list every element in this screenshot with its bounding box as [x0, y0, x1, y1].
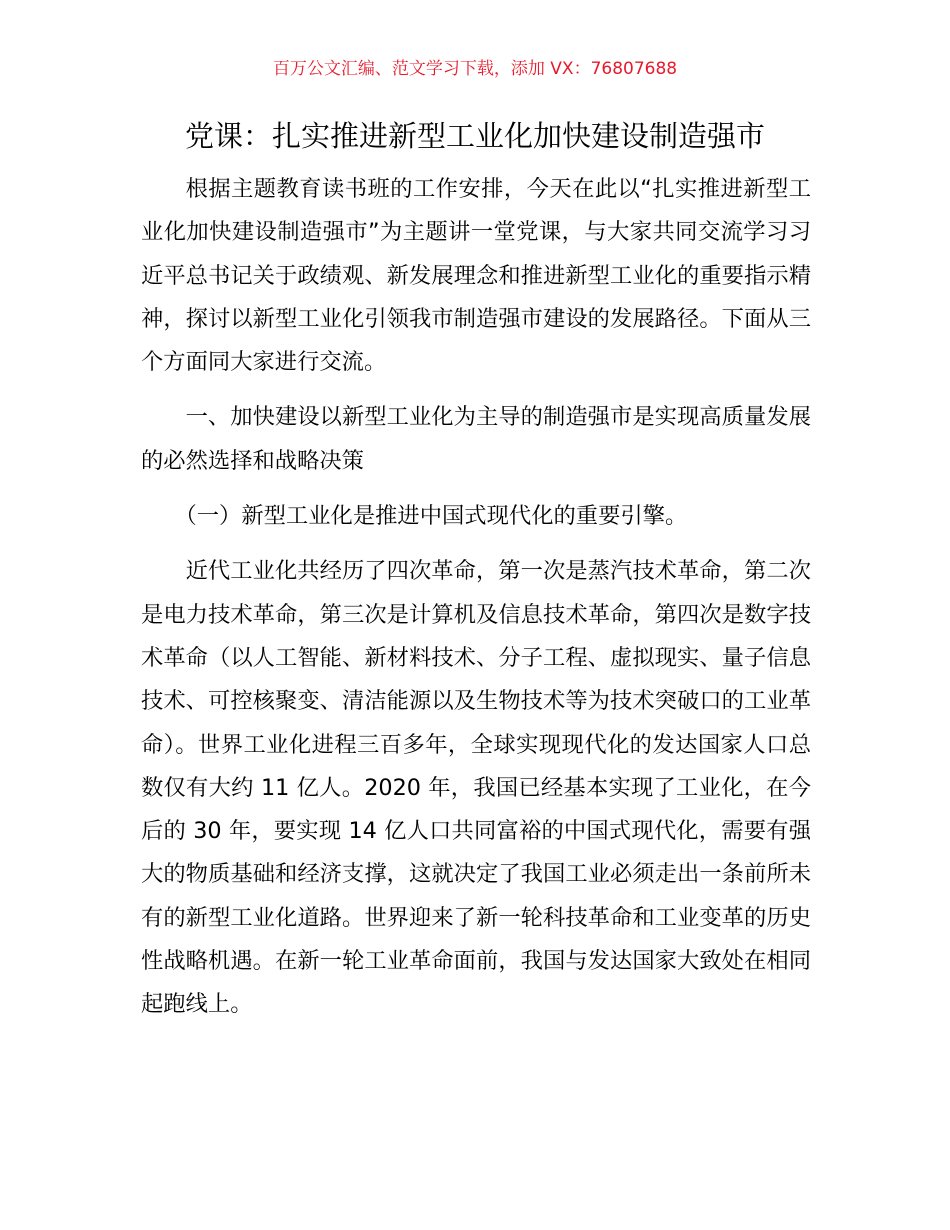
intro-paragraph: 根据主题教育读书班的工作安排，今天在此以“扎实推进新型工业化加快建设制造强市”为主题讲一堂党课，与大家共同交流学习习近平总书记关于政绩观、新发展理念和推进新型工业化的重要指示精神，探讨以新型工业化引领我市制造强市建设的发展路径。下面从三个方面同大家进行交流。: [141, 176, 811, 376]
section-heading-1: 一、加快建设以新型工业化为主导的制造强市是实现高质量发展的必然选择和战略决策: [141, 404, 811, 474]
page-title: 党课：扎实推进新型工业化加快建设制造强市: [184, 119, 765, 153]
download-notice: 百万公文汇编、范文学习下载，添加 VX：76807688: [272, 59, 678, 79]
subsection-heading-1: （一）新型工业化是推进中国式现代化的重要引擎。: [174, 503, 688, 530]
document-body: [141, 168, 811, 1027]
body-paragraph: 近代工业化共经历了四次革命，第一次是蒸汽技术革命，第二次是电力技术革命，第三次是计算机及信息技术革命，第四次是数字技术革命（以人工智能、新材料技术、分子工程、虚拟现实、量子信息技术、可控核聚变、清洁能源以及生物技术等为技术突破口的工业革命）。世界工业化进程三百多年，全球实现现代化的发达国家人口总数仅有大约 11 亿人。2020 年，我国已经基本实现了工业化，在今后的 30 年，要实现 14 亿人口共同富裕的中国式现代化，需要有强大的物质基础和经济支撑，这就决定了我国工业必须走出一条前所未有的新型工业化道路。世界迎来了新一轮科技革命和工业变革的历史性战略机遇。在新一轮工业革命面前，我国与发达国家大致处在相同起跑线上。: [141, 558, 811, 1018]
